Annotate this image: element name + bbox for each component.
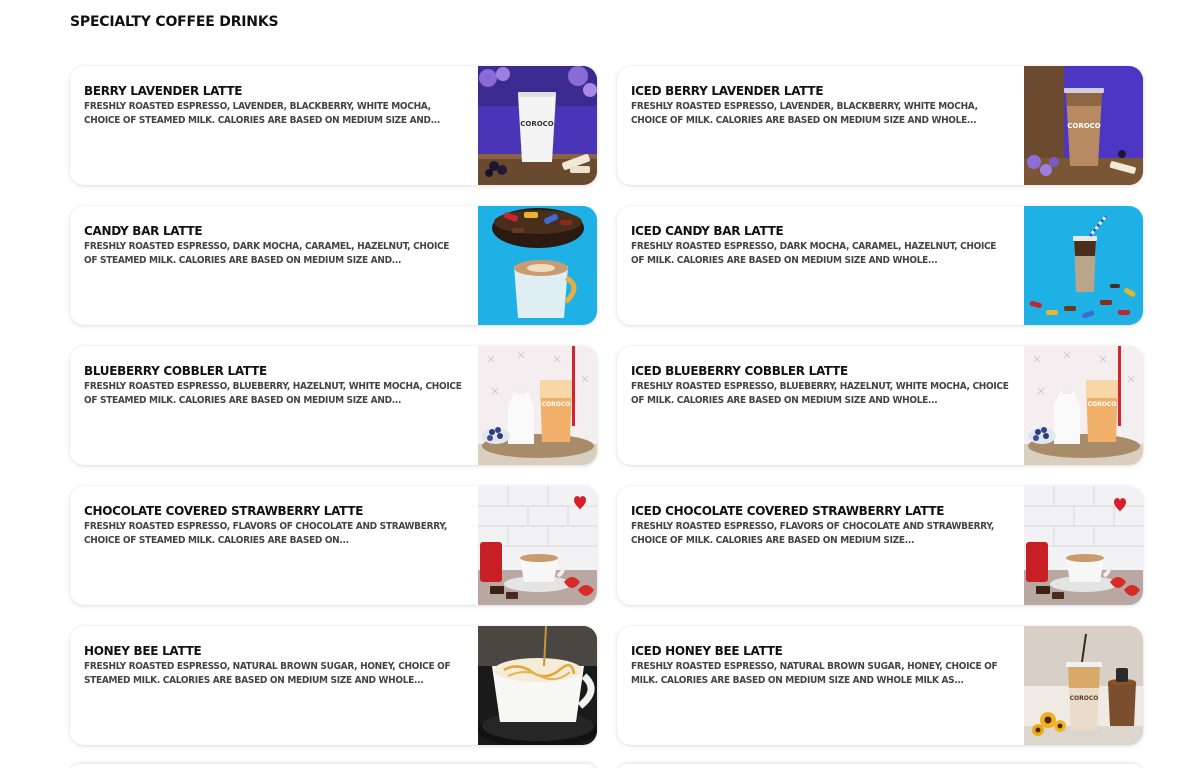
candy-bar-latte-photo: [478, 206, 597, 325]
menu-item-name: ICED CHOCOLATE COVERED STRAWBERRY LATTE: [631, 504, 945, 518]
menu-item-text: [631, 224, 1010, 268]
menu-item-text: [631, 364, 1010, 408]
menu-item-description: FRESHLY ROASTED ESPRESSO, NATURAL BROWN SUGAR, HONEY, CHOICE OF MILK. CALORIES ARE BASED ON MEDIUM SIZE AND WHOLE MILK AS...: [631, 661, 998, 686]
menu-item-text: [631, 504, 1010, 548]
iced-chocolate-covered-strawberry-latte-photo: [1024, 486, 1143, 605]
menu-item-text: [631, 644, 1010, 688]
menu-item-card[interactable]: [617, 66, 1143, 185]
menu-item-card[interactable]: [70, 206, 597, 325]
next-row-peek: [70, 764, 1143, 768]
menu-item-description: FRESHLY ROASTED ESPRESSO, LAVENDER, BLACKBERRY, WHITE MOCHA, CHOICE OF STEAMED MILK. CALORIES ARE BASED ON MEDIUM SIZE AND...: [84, 101, 440, 126]
svg-text:COROCO: COROCO: [1069, 695, 1099, 702]
menu-item-description: FRESHLY ROASTED ESPRESSO, DARK MOCHA, CARAMEL, HAZELNUT, CHOICE OF MILK. CALORIES ARE BASED ON MEDIUM SIZE AND WHOLE...: [631, 241, 997, 266]
menu-item-name: ICED CANDY BAR LATTE: [631, 224, 784, 238]
menu-item-text: [84, 84, 464, 128]
menu-item-description: FRESHLY ROASTED ESPRESSO, LAVENDER, BLACKBERRY, WHITE MOCHA, CHOICE OF MILK. CALORIES ARE BASED ON MEDIUM SIZE AND WHOLE...: [631, 101, 978, 126]
berry-lavender-latte-photo: [478, 66, 597, 185]
menu-item-name: BERRY LAVENDER LATTE: [84, 84, 243, 98]
honey-bee-latte-photo: [478, 626, 597, 745]
menu-item-text: [631, 84, 1010, 128]
menu-item-description: FRESHLY ROASTED ESPRESSO, FLAVORS OF CHOCOLATE AND STRAWBERRY, CHOICE OF STEAMED MILK. CALORIES ARE BASED ON...: [84, 521, 447, 546]
menu-item-name: HONEY BEE LATTE: [84, 644, 202, 658]
svg-text:COROCO: COROCO: [1087, 401, 1117, 408]
menu-item-name: BLUEBERRY COBBLER LATTE: [84, 364, 267, 378]
menu-item-description: FRESHLY ROASTED ESPRESSO, BLUEBERRY, HAZELNUT, WHITE MOCHA, CHOICE OF STEAMED MILK. CALORIES ARE BASED ON MEDIUM SIZE AND...: [84, 381, 462, 406]
menu-item-text: [84, 504, 464, 548]
menu-item-card-partial[interactable]: [70, 764, 597, 768]
menu-item-text: [84, 364, 464, 408]
iced-berry-lavender-latte-photo: [1024, 66, 1143, 185]
iced-honey-bee-latte-photo: [1024, 626, 1143, 745]
menu-item-name: ICED BERRY LAVENDER LATTE: [631, 84, 824, 98]
section-title: SPECIALTY COFFEE DRINKS: [70, 14, 279, 30]
menu-item-card[interactable]: [70, 346, 597, 465]
chocolate-covered-strawberry-latte-photo: [478, 486, 597, 605]
svg-text:COROCO: COROCO: [520, 120, 554, 128]
menu-item-card[interactable]: [70, 626, 597, 745]
svg-text:COROCO: COROCO: [1067, 122, 1101, 130]
menu-item-text: [84, 644, 464, 688]
menu-item-card[interactable]: [70, 486, 597, 605]
menu-item-description: FRESHLY ROASTED ESPRESSO, BLUEBERRY, HAZELNUT, WHITE MOCHA, CHOICE OF MILK. CALORIES ARE BASED ON MEDIUM SIZE AND WHOLE...: [631, 381, 1009, 406]
menu-item-card[interactable]: [70, 66, 597, 185]
iced-candy-bar-latte-photo: [1024, 206, 1143, 325]
menu-item-grid: [70, 66, 1143, 745]
menu-item-name: CHOCOLATE COVERED STRAWBERRY LATTE: [84, 504, 364, 518]
menu-item-card-partial[interactable]: [617, 764, 1143, 768]
menu-item-description: FRESHLY ROASTED ESPRESSO, NATURAL BROWN SUGAR, HONEY, CHOICE OF STEAMED MILK. CALORIES ARE BASED ON MEDIUM SIZE AND WHOLE...: [84, 661, 451, 686]
iced-blueberry-cobbler-latte-photo: [1024, 346, 1143, 465]
menu-item-name: ICED HONEY BEE LATTE: [631, 644, 783, 658]
svg-text:COROCO: COROCO: [541, 401, 571, 408]
menu-item-description: FRESHLY ROASTED ESPRESSO, DARK MOCHA, CARAMEL, HAZELNUT, CHOICE OF STEAMED MILK. CALORIES ARE BASED ON MEDIUM SIZE AND...: [84, 241, 450, 266]
menu-item-text: [84, 224, 464, 268]
blueberry-cobbler-latte-photo: [478, 346, 597, 465]
menu-item-card[interactable]: [617, 346, 1143, 465]
menu-item-name: CANDY BAR LATTE: [84, 224, 203, 238]
menu-item-card[interactable]: [617, 626, 1143, 745]
menu-item-description: FRESHLY ROASTED ESPRESSO, FLAVORS OF CHOCOLATE AND STRAWBERRY, CHOICE OF MILK. CALORIES ARE BASED ON MEDIUM SIZE...: [631, 521, 994, 546]
menu-item-card[interactable]: [617, 486, 1143, 605]
menu-item-card[interactable]: [617, 206, 1143, 325]
menu-item-name: ICED BLUEBERRY COBBLER LATTE: [631, 364, 848, 378]
